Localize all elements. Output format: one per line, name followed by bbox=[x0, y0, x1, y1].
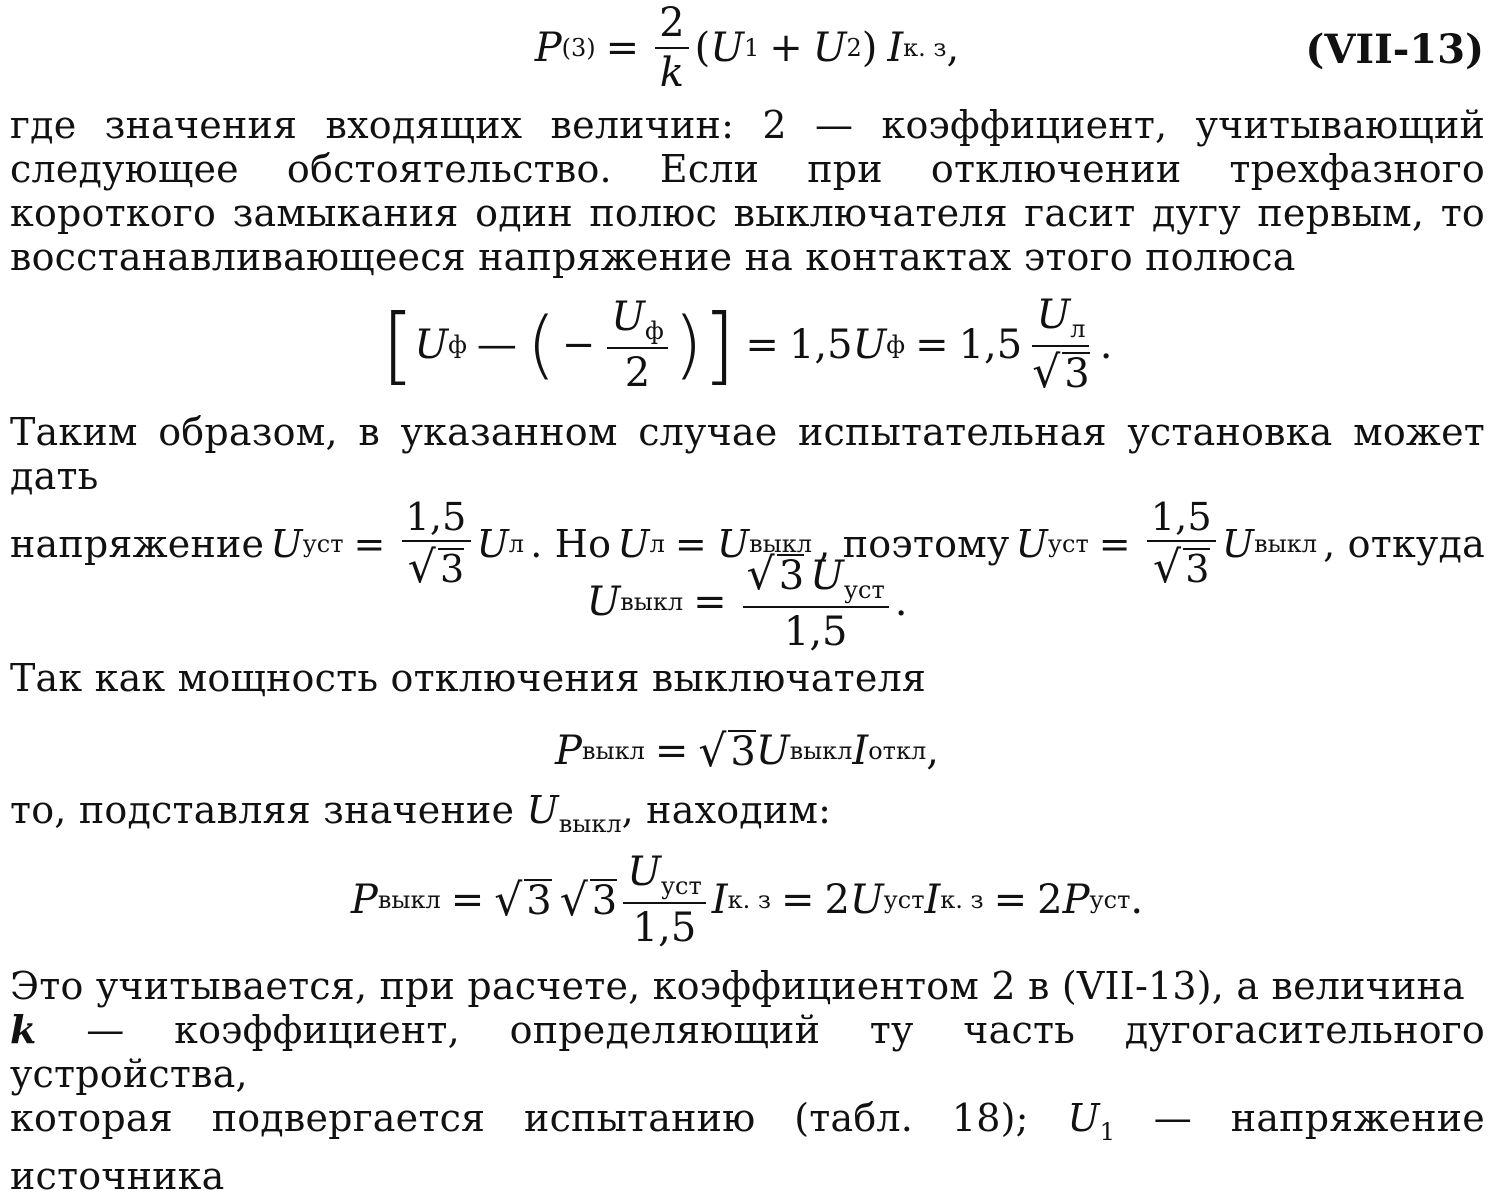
numerator-subscript: уст bbox=[843, 575, 885, 604]
power-symbol: P bbox=[534, 25, 562, 71]
text-napryazhenie: напряжение bbox=[10, 522, 265, 566]
pvykl-subscript: выкл bbox=[377, 886, 441, 914]
bracket-right: ] bbox=[702, 296, 736, 394]
sqrt-argument: 3 bbox=[591, 878, 618, 924]
numerator-u: U bbox=[611, 294, 645, 340]
uvykl-subscript: выкл bbox=[789, 737, 853, 765]
uf-symbol: U bbox=[414, 322, 449, 368]
ust-symbol: U bbox=[849, 877, 884, 923]
uvykl-symbol: U bbox=[755, 728, 790, 774]
text-line-2: — коэффициент, определяющий ту часть дугогасительного устройства, bbox=[10, 1008, 1485, 1096]
denominator: 1,5 bbox=[632, 905, 697, 951]
paragraph-1: где значения входящих величин: 2 — коэффициент, учитывающий следующее обстоятельство. Если при отключении трехфазного короткого замыкания один полюс выключателя гасит дугу первым, то восстанавливающееся напряжение на контактах этого полюса bbox=[10, 103, 1485, 279]
u-symbol: U bbox=[270, 522, 303, 566]
ul-subscript: л bbox=[508, 530, 525, 558]
ust-subscript-3: уст bbox=[1047, 530, 1089, 558]
fraction-uf-half bbox=[607, 294, 668, 396]
coefficient-1: 1,5 bbox=[788, 322, 853, 368]
equals-sign-3: = bbox=[1098, 522, 1131, 566]
coefficient-2: 2 bbox=[824, 877, 850, 923]
ikz-symbol-2: I bbox=[924, 877, 941, 923]
equation-tail: . bbox=[1130, 877, 1144, 923]
fraction-ust-1-5 bbox=[623, 849, 706, 951]
u1-subscript: 1 bbox=[743, 34, 760, 62]
sqrt-argument: 3 bbox=[1185, 547, 1210, 591]
u1-symbol: U bbox=[710, 25, 744, 71]
equals-sign: = bbox=[654, 728, 689, 774]
ikz-subscript: к. з bbox=[727, 886, 771, 914]
numerator-u: U bbox=[627, 849, 661, 895]
sqrt-icon: √ bbox=[698, 725, 727, 777]
paragraph-5-line-1: Это учитывается, при расчете, коэффициентом 2 в (VII-13), а величина bbox=[10, 964, 1465, 1008]
plus-sign: + bbox=[769, 25, 803, 71]
text-no: . Но bbox=[530, 522, 612, 566]
sqrt-argument: 3 bbox=[439, 547, 465, 591]
ust-subscript: уст bbox=[883, 886, 925, 914]
sqrt-icon: √ bbox=[407, 542, 436, 593]
ikz-symbol: I bbox=[711, 877, 728, 923]
equation-pvykl bbox=[0, 718, 1494, 784]
numerator-ul-subscript: л bbox=[1070, 315, 1086, 343]
uvykl-symbol: U bbox=[716, 522, 750, 566]
numerator-subscript: уст bbox=[660, 872, 702, 900]
equals-sign-2: = bbox=[915, 322, 949, 368]
text-poetomu: , поэтому bbox=[818, 522, 1010, 566]
equals-sign-2: = bbox=[780, 877, 815, 923]
iotkl-symbol: I bbox=[852, 728, 869, 774]
paragraph-3: Так как мощность отключения выключателя bbox=[10, 656, 927, 700]
fraction-numerator: 2 bbox=[655, 3, 688, 49]
k-symbol: k bbox=[10, 1007, 37, 1052]
sqrt-argument: 3 bbox=[730, 729, 756, 775]
ul-symbol-2: U bbox=[617, 522, 650, 566]
pust-symbol: P bbox=[1062, 877, 1090, 923]
sqrt-argument: 3 bbox=[1064, 351, 1090, 397]
pvykl-symbol: P bbox=[555, 728, 582, 774]
pvykl-symbol: P bbox=[350, 877, 378, 923]
pust-subscript: уст bbox=[1089, 886, 1131, 914]
equals-sign-2: = bbox=[674, 522, 707, 566]
sqrt-argument: 3 bbox=[526, 878, 552, 924]
ul-subscript-2: л bbox=[649, 530, 665, 558]
coefficient-2: 1,5 bbox=[958, 322, 1023, 368]
bracket-left: [ bbox=[381, 296, 415, 394]
denominator: 1,5 bbox=[783, 608, 848, 655]
text-line-3b: — напряжение источника bbox=[10, 1096, 1485, 1198]
u1-symbol: U bbox=[1067, 1096, 1100, 1140]
u2-symbol: U bbox=[812, 25, 847, 71]
uvykl-subscript: выкл bbox=[620, 588, 684, 616]
equation-tail: . bbox=[894, 579, 908, 625]
equation-tail: . bbox=[1099, 322, 1113, 368]
numerator: 1,5 bbox=[402, 498, 471, 542]
fraction-denominator: k bbox=[659, 50, 685, 96]
uf-subscript: ф bbox=[448, 331, 467, 359]
uvykl-subscript: выкл bbox=[749, 530, 813, 558]
text-line-3a: которая подвергается испытанию (табл. 18); bbox=[10, 1096, 1068, 1140]
minus-sign: — bbox=[476, 322, 517, 368]
u-symbol-3: U bbox=[1015, 522, 1048, 566]
iotkl-subscript: откл bbox=[868, 737, 927, 765]
equation-tail: , bbox=[946, 25, 960, 71]
sqrt-icon: √ bbox=[1032, 347, 1061, 398]
uvykl-symbol: U bbox=[526, 788, 559, 832]
denominator: 2 bbox=[624, 350, 651, 396]
sqrt-icon: √ bbox=[746, 548, 775, 600]
paragraph-5-line-3 bbox=[10, 1096, 1485, 1198]
sqrt-icon: √ bbox=[1153, 542, 1182, 593]
current-subscript: к. з bbox=[903, 34, 947, 62]
equation-vii-13 bbox=[0, 0, 1494, 96]
uvykl-subscript: выкл bbox=[558, 810, 622, 838]
equation-number: (VII-13) bbox=[1305, 26, 1484, 73]
sqrt-icon: √ bbox=[559, 874, 588, 926]
uvykl-symbol: U bbox=[586, 579, 621, 625]
text-podstavlyaya: то, подставляя значение bbox=[10, 788, 515, 832]
equals-sign: = bbox=[353, 522, 386, 566]
numerator-u: U bbox=[810, 552, 844, 599]
paren-close: ) bbox=[861, 25, 878, 71]
minus-sign-inner: − bbox=[561, 322, 596, 368]
uvykl-subscript-3: выкл bbox=[1254, 530, 1317, 558]
numerator-ul: U bbox=[1036, 292, 1071, 338]
fraction-sqrt3-ust bbox=[743, 548, 889, 655]
equation-tail: , bbox=[926, 728, 939, 774]
sqrt-argument: 3 bbox=[778, 552, 805, 599]
paren-left: ( bbox=[526, 302, 556, 388]
u1-subscript: 1 bbox=[1099, 1118, 1115, 1146]
equals-sign-1: = bbox=[450, 877, 485, 923]
paragraph-4 bbox=[10, 788, 1485, 846]
current-symbol: I bbox=[887, 25, 904, 71]
power-superscript: (3) bbox=[561, 34, 596, 62]
uf-symbol-2: U bbox=[852, 322, 887, 368]
equation-pvykl-result bbox=[0, 850, 1494, 950]
ul-symbol: U bbox=[476, 522, 509, 566]
numerator-2: 1,5 bbox=[1147, 498, 1216, 542]
text-nakhodim: , находим: bbox=[621, 788, 832, 832]
paren-open: ( bbox=[694, 25, 711, 71]
paren-right: ) bbox=[673, 302, 703, 388]
ikz-subscript-2: к. з bbox=[940, 886, 984, 914]
equals-sign: = bbox=[605, 25, 640, 71]
fraction bbox=[655, 0, 688, 96]
text-otkuda: , откуда bbox=[1323, 522, 1485, 566]
equals-sign-3: = bbox=[993, 877, 1028, 923]
equation-uvykl bbox=[0, 548, 1494, 655]
numerator-subscript: ф bbox=[644, 317, 664, 345]
uvykl-symbol-3: U bbox=[1221, 522, 1255, 566]
u2-subscript: 2 bbox=[846, 34, 862, 62]
pvykl-subscript: выкл bbox=[581, 737, 645, 765]
equals-sign: = bbox=[693, 579, 727, 625]
equation-restoring-voltage bbox=[0, 290, 1494, 400]
coefficient-2b: 2 bbox=[1037, 877, 1063, 923]
paragraph-5 bbox=[10, 964, 1485, 1198]
paragraph-5-line-2 bbox=[10, 1008, 1485, 1096]
paragraph-2-line-1: Таким образом, в указанном случае испытательная установка может дать bbox=[10, 410, 1485, 498]
uf-subscript-2: ф bbox=[886, 331, 906, 359]
equals-sign-1: = bbox=[745, 322, 779, 368]
fraction-ul-sqrt3 bbox=[1028, 292, 1094, 398]
sqrt-icon: √ bbox=[494, 874, 523, 926]
ust-subscript: уст bbox=[302, 530, 344, 558]
